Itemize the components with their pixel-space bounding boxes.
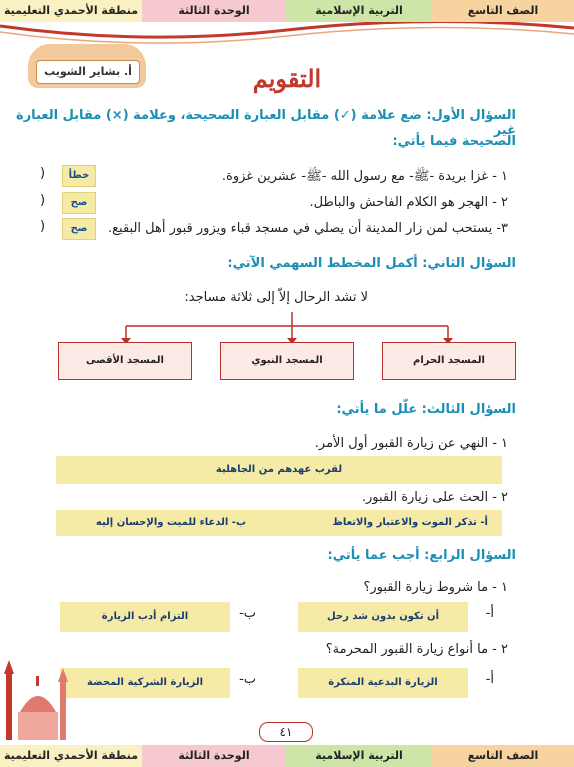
paren-icon: ( <box>40 219 46 234</box>
q4-answer-b2: الزيارة الشركية المحضة <box>60 668 230 698</box>
footer-bar <box>0 745 574 767</box>
q4-answer-a1: أن تكون بدون شد رحل <box>298 602 468 632</box>
q1-answer-1: خطأ <box>62 165 96 187</box>
q4-label-b1: ب- <box>239 606 256 621</box>
q4-label-a1: أ- <box>485 606 494 621</box>
mosque-icon <box>0 654 76 744</box>
q4-answer-b1: التزام أدب الزيارة <box>60 602 230 632</box>
q1-answer-2: صح <box>62 192 96 214</box>
q1-title-line2: الصحيحة فيما يأتي: <box>392 134 516 149</box>
q3-answer-2b: ب- الدعاء للميت والإحسان إليه <box>95 517 246 528</box>
page-number: ٤١ <box>259 722 313 742</box>
footer-region: منطقة الأحمدي التعليمية <box>0 745 142 767</box>
header-bar <box>0 0 574 22</box>
q4-title: السؤال الرابع: أجب عما يأتي: <box>327 548 516 563</box>
q3-item-2: ٢ - الحث على زيارة القبور. <box>361 490 508 505</box>
q1-item-2: ٢ - الهجر هو الكلام الفاحش والباطل. <box>309 195 508 210</box>
q2-box-3: المسجد الأقصى <box>58 342 192 380</box>
q3-answer-2a: أ- تذكر الموت والاعتبار والاتعاظ <box>332 517 488 528</box>
q2-root: لا تشد الرحال إلاّ إلى ثلاثة مساجد: <box>184 290 368 305</box>
q2-title: السؤال الثاني: أكمل المخطط السهمي الآتي: <box>227 256 516 271</box>
q1-title-line1: السؤال الأول: ضع علامة (✓) مقابل العبارة الصحيحة، وعلامة (×) مقابل العبارة غير <box>16 108 516 138</box>
q1-item-3: ٣- يستحب لمن زار المدينة أن يصلي في مسجد قباء ويزور قبور أهل البقيع. <box>108 221 508 236</box>
paren-icon: ( <box>40 166 46 181</box>
teacher-name: أ. بشاير الشويب <box>36 60 140 84</box>
q3-title: السؤال الثالث: علّل ما يأتي: <box>336 402 516 417</box>
q3-answer-1: لقرب عهدهم من الجاهلية <box>56 456 502 484</box>
page-title: التقويم <box>252 64 322 93</box>
header-region: منطقة الأحمدي التعليمية <box>0 0 142 22</box>
q3-answer-2 <box>56 510 502 536</box>
q4-label-a2: أ- <box>485 672 494 687</box>
footer-subject: التربية الإسلامية <box>286 745 432 767</box>
footer-grade: الصف التاسع <box>432 745 574 767</box>
q2-box-1: المسجد الحرام <box>382 342 516 380</box>
q2-box-2: المسجد النبوي <box>220 342 354 380</box>
q4-answer-a2: الزيارة البدعية المنكرة <box>298 668 468 698</box>
q4-label-b2: ب- <box>239 672 256 687</box>
header-grade: الصف التاسع <box>432 0 574 22</box>
paren-icon: ( <box>40 193 46 208</box>
footer-unit: الوحدة الثالثة <box>142 745 286 767</box>
header-subject: التربية الإسلامية <box>286 0 432 22</box>
q4-item-2: ٢ - ما أنواع زيارة القبور المحرمة؟ <box>325 642 508 657</box>
teacher-name-badge <box>28 44 146 88</box>
q4-item-1: ١ - ما شروط زيارة القبور؟ <box>363 580 508 595</box>
header-unit: الوحدة الثالثة <box>142 0 286 22</box>
q1-item-1: ١ - غزا بريدة -ﷺ- مع رسول الله -ﷺ- عشرين غزوة. <box>221 169 508 184</box>
q1-answer-3: صح <box>62 218 96 240</box>
q3-item-1: ١ - النهي عن زيارة القبور أول الأمر. <box>314 436 508 451</box>
